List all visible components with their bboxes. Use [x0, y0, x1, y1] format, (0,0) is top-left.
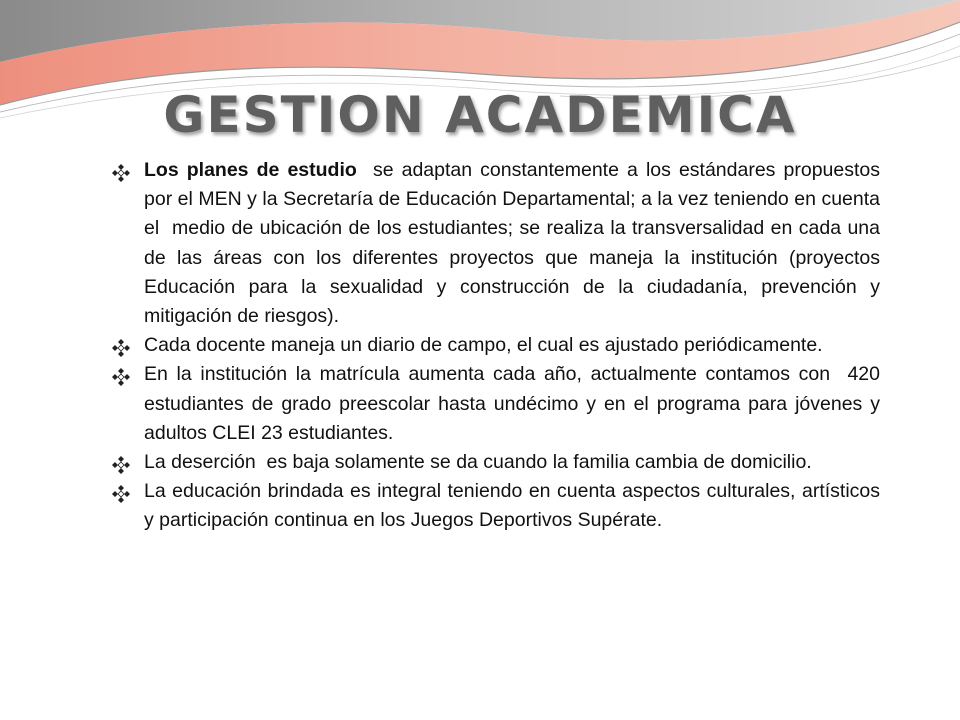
list-item: [112, 331, 880, 360]
bullet-list: [112, 156, 886, 536]
list-item: [112, 360, 886, 448]
four-diamond-bullet-icon: [112, 456, 130, 474]
list-item: [112, 156, 886, 331]
item-text: En la institución la matrícula aumenta cada año, actualmente contamos con 420 estudiantes de grado preescolar hasta undécimo y en el programa para jóvenes y adultos CLEI 23 estudiantes.: [144, 363, 886, 444]
page-title: GESTION ACADEMICA: [163, 86, 797, 144]
item-text: La educación brindada es integral teniendo en cuenta aspectos culturales, artísticos y participación continua en los Juegos Deportivos Supérate.: [144, 480, 880, 532]
four-diamond-bullet-icon: [112, 485, 130, 503]
item-text: se adaptan constantemente a los estándares propuestos por el MEN y la Secretaría de Educación Departamental; a la vez teniendo en cuenta el medio de ubicación de los estudiantes; se realiza la transversalidad en cada una de las áreas con los diferentes proyectos que maneja la institución (proyectos Educación para la sexualidad y construcción de la ciudadanía, prevención y mitigación de riesgos).: [144, 159, 886, 328]
four-diamond-bullet-icon: [112, 339, 130, 357]
four-diamond-bullet-icon: [112, 368, 130, 386]
list-item: [112, 448, 880, 477]
item-text: La deserción es baja solamente se da cuando la familia cambia de domicilio.: [144, 451, 812, 474]
item-text: Cada docente maneja un diario de campo, el cual es ajustado periódicamente.: [144, 334, 823, 357]
item-lead: Los planes de estudio: [144, 159, 357, 181]
four-diamond-bullet-icon: [112, 164, 130, 182]
list-item: [112, 477, 880, 535]
